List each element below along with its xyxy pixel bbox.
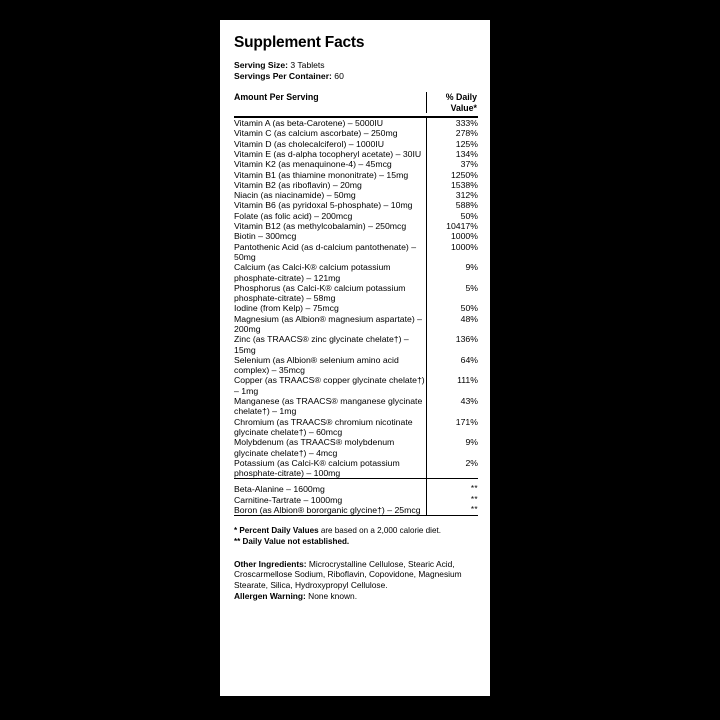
footnote-star-rest: are based on a 2,000 calorie diet.: [318, 526, 441, 536]
nutrient-table-body: [234, 118, 478, 515]
daily-value: 50%: [426, 211, 478, 221]
nutrient-table: [234, 118, 478, 515]
table-row: [234, 159, 478, 169]
nutrient-name: Vitamin A (as beta-Carotene) – 5000IU: [234, 118, 384, 129]
table-row: [234, 200, 478, 210]
servings-per-container-label: Servings Per Container:: [234, 70, 332, 81]
daily-value: 10417%: [426, 221, 478, 231]
daily-value: 64%: [426, 355, 478, 376]
daily-value: 9%: [426, 262, 478, 283]
table-row: [234, 484, 478, 494]
daily-value: 134%: [426, 149, 478, 159]
footnote-dstar-text: ** Daily Value not established.: [234, 536, 350, 546]
other-ingredients-text: Microcrystalline Cellulose, Stearic Acid, Croscarmellose Sodium, Riboflavin, Copovidone, Magnesium Stearate, Silica, Hydroxypropyl Cellulose.: [234, 558, 462, 591]
table-row: [234, 495, 478, 505]
serving-size-value: 3 Tablets: [290, 60, 325, 71]
daily-value: 125%: [426, 139, 478, 149]
daily-value: 50%: [426, 303, 478, 313]
nutrient-name: Magnesium (as Albion® magnesium aspartate) – 200mg: [234, 313, 422, 334]
nutrient-name: Beta-Alanine – 1600mg: [234, 484, 325, 495]
nutrient-name: Niacin (as niacinamide) – 50mg: [234, 190, 356, 201]
table-row: [234, 303, 478, 313]
other-ingredients: [234, 559, 478, 591]
nutrient-name: Potassium (as Calci-K® calcium potassium phosphate-citrate) – 100mg: [234, 457, 400, 479]
daily-value: 333%: [426, 118, 478, 128]
daily-value: 1000%: [426, 242, 478, 263]
table-row: [234, 396, 478, 417]
daily-value: 136%: [426, 334, 478, 355]
daily-value: 1538%: [426, 180, 478, 190]
amount-per-serving-header: Amount Per Serving: [234, 92, 319, 103]
spacer: [234, 81, 478, 92]
table-row: [234, 190, 478, 200]
nutrient-name: Carnitine-Tartrate – 1000mg: [234, 494, 343, 505]
table-row: [234, 242, 478, 263]
nutrient-name: Vitamin D (as cholecalciferol) – 1000IU: [234, 138, 385, 149]
footnote-star-bold: * Percent Daily Values: [234, 526, 319, 536]
nutrient-name: Boron (as Albion® bororganic glycine†) – 25mcg: [234, 505, 421, 516]
table-row: [234, 334, 478, 355]
daily-value-header: [426, 92, 478, 113]
table-row: [234, 505, 478, 515]
table-row: [234, 355, 478, 376]
table-row: [234, 149, 478, 159]
daily-value: 5%: [426, 283, 478, 304]
daily-value: 2%: [426, 458, 478, 479]
daily-value: 278%: [426, 128, 478, 138]
table-row: [234, 221, 478, 231]
nutrient-name: Vitamin B1 (as thiamine mononitrate) – 15mg: [234, 169, 409, 180]
nutrient-name: Manganese (as TRAACS® manganese glycinate chelate†) – 1mg: [234, 396, 423, 417]
nutrient-name: Selenium (as Albion® selenium amino acid complex) – 35mcg: [234, 354, 399, 376]
other-ingredients-label: Other Ingredients:: [234, 558, 307, 569]
serving-size-line: [234, 60, 478, 71]
nutrient-name: Vitamin C (as calcium ascorbate) – 250mg: [234, 128, 398, 139]
table-row: [234, 118, 478, 128]
serving-size-label: Serving Size:: [234, 60, 288, 71]
daily-value-header-line1: % Daily: [445, 92, 477, 103]
daily-value: 312%: [426, 190, 478, 200]
nutrient-name: Zinc (as TRAACS® zinc glycinate chelate†) – 15mg: [234, 334, 409, 355]
table-row: [234, 231, 478, 241]
table-row: [234, 458, 478, 479]
nutrient-name: Iodine (from Kelp) – 75mcg: [234, 303, 339, 314]
nutrient-name: Vitamin B12 (as methylcobalamin) – 250mcg: [234, 221, 407, 232]
column-headers: [234, 92, 478, 113]
daily-value: 43%: [426, 396, 478, 417]
nutrient-name: Biotin – 300mcg: [234, 231, 297, 242]
allergen-warning-text: None known.: [305, 590, 358, 601]
footnotes: [234, 526, 478, 547]
table-row: [234, 170, 478, 180]
allergen-warning: [234, 591, 478, 602]
table-row: [234, 128, 478, 138]
table-bottom-divider: [234, 515, 478, 516]
table-row: [234, 314, 478, 335]
nutrient-name: Calcium (as Calci-K® calcium potassium phosphate-citrate) – 121mg: [234, 262, 391, 283]
daily-value: 588%: [426, 200, 478, 210]
daily-value-header-line2: Value*: [450, 102, 477, 113]
daily-value: 37%: [426, 159, 478, 169]
table-row: [234, 283, 478, 304]
table-row: [234, 180, 478, 190]
table-row: [234, 262, 478, 283]
nutrient-name: Copper (as TRAACS® copper glycinate chelate†) – 1mg: [234, 375, 425, 396]
daily-value: **: [426, 505, 478, 515]
table-row: [234, 417, 478, 438]
daily-value: **: [426, 495, 478, 505]
daily-value: 1000%: [426, 231, 478, 241]
servings-per-container-line: [234, 71, 478, 82]
nutrient-name: Folate (as folic acid) – 200mcg: [234, 210, 353, 221]
allergen-warning-label: Allergen Warning:: [234, 590, 306, 601]
nutrient-name: Vitamin K2 (as menaquinone-4) – 45mcg: [234, 159, 392, 170]
nutrient-name: Phosphorus (as Calci-K® calcium potassium phosphate-citrate) – 58mg: [234, 282, 406, 304]
daily-value: 171%: [426, 417, 478, 438]
footnote-percent-daily-values: [234, 526, 478, 537]
page-title: Supplement Facts: [234, 34, 365, 51]
daily-value: 9%: [426, 437, 478, 458]
nutrient-name: Vitamin B6 (as pyridoxal 5-phosphate) – 10mg: [234, 200, 413, 211]
footnote-daily-value-not-established: [234, 537, 478, 548]
nutrient-name: Molybdenum (as TRAACS® molybdenum glycinate chelate†) – 4mcg: [234, 437, 395, 458]
table-row: [234, 375, 478, 396]
nutrient-name: Vitamin B2 (as riboflavin) – 20mg: [234, 179, 362, 190]
servings-per-container-value: 60: [334, 70, 344, 81]
nutrient-name: Vitamin E (as d-alpha tocopheryl acetate) – 30IU: [234, 148, 422, 159]
nutrient-name: Chromium (as TRAACS® chromium nicotinate glycinate chelate†) – 60mcg: [234, 416, 413, 437]
daily-value: **: [426, 484, 478, 494]
table-row: [234, 211, 478, 221]
supplement-facts-panel: [220, 20, 490, 696]
daily-value: 111%: [426, 375, 478, 396]
table-row: [234, 437, 478, 458]
daily-value: 48%: [426, 314, 478, 335]
daily-value: 1250%: [426, 170, 478, 180]
table-row: [234, 139, 478, 149]
nutrient-name: Pantothenic Acid (as d-calcium pantothenate) – 50mg: [234, 241, 417, 262]
